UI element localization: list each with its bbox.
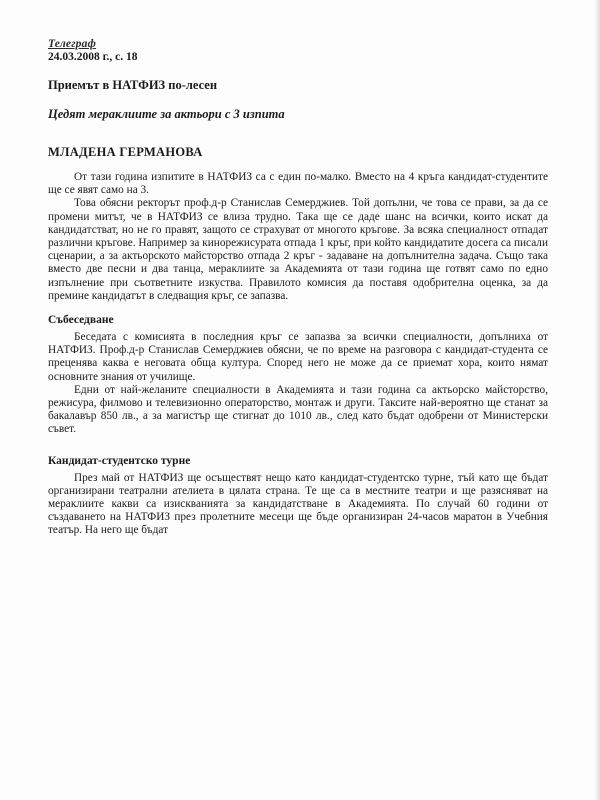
section-heading-interview: Събеседване [48,314,114,327]
page-edge-shadow [594,0,600,800]
article-author: МЛАДЕНА ГЕРМАНОВА [48,145,203,159]
paragraph-intro-2: Това обясни ректорът проф.д-р Станислав Семерджиев. Той допълни, че това се прави, за да се промени митът, че в НАТФИЗ се влиза трудно. Така ще се даде шанс на всички, които искат да кандидатстват, но не го правят, защото се страхуват от многото кръгове. За всяка специалност отпадат различни кръгове. Например за кинорежисурата отпада 1 кръг, при който кандидатите досега са писали сценарии, а за актьорското майсторство отпада 2 кръг - задаване на допълнителна задача. Също така вместо две песни и два танца, мераклиите за Академията от тази година ще готвят само по едно изпълнение при съответните изкуства. Правилото комисия да поставя одобрителна оценка, за да премине кандидатът в следващия кръг, се запазва. [48,197,548,302]
article-subtitle: Цедят мераклиите за актьори с 3 изпита [48,107,285,121]
publication-date: 24.03.2008 г., с. 18 [48,51,138,63]
paragraph-intro-1: От тази година изпитите в НАТФИЗ са с един по-малко. Вместо на 4 кръга кандидат-студентите ще се явят само на 3. [48,171,548,197]
paragraph-tour-1: През май от НАТФИЗ ще осъществят нещо като кандидат-студентско турне, тъй като ще бъдат организирани театрални ателиета в цялата страна. Те ще са в местните театри и ще разясняват на мераклиите какви са изискванията за кандидатстване в Академията. По случай 60 години от създаването на НАТФИЗ през пролетните месеци ще бъде организиран 24-часов маратон в Учебния театър. На него ще бъдат [48,471,548,537]
article-title: Приемът в НАТФИЗ по-лесен [48,78,218,92]
article-content [48,38,548,538]
paragraph-interview-1: Беседата с комисията в последния кръг се запазва за всички специалности, допълниха от НАТФИЗ. Проф.д-р Станислав Семерджиев обясни, че по време на разговора с кандидат-студента се преценява каква е неговата обща култура. Според него не може да се приемат хора, които нямат основните знания от училище. [48,331,548,383]
newspaper-source: Телеграф [48,38,97,50]
paragraph-interview-2: Едни от най-желаните специалности в Академията и тази година са актьорско майсторство, режисура, филмово и телевизионно операторство, монтаж и други. Таксите най-вероятно ще станат за бакалавър 850 лв., а за магистър ще стигнат до 1010 лв., след като бъдат одобрени от Министерски съвет. [48,383,548,436]
section-heading-tour: Кандидат-студентско турне [48,454,191,467]
